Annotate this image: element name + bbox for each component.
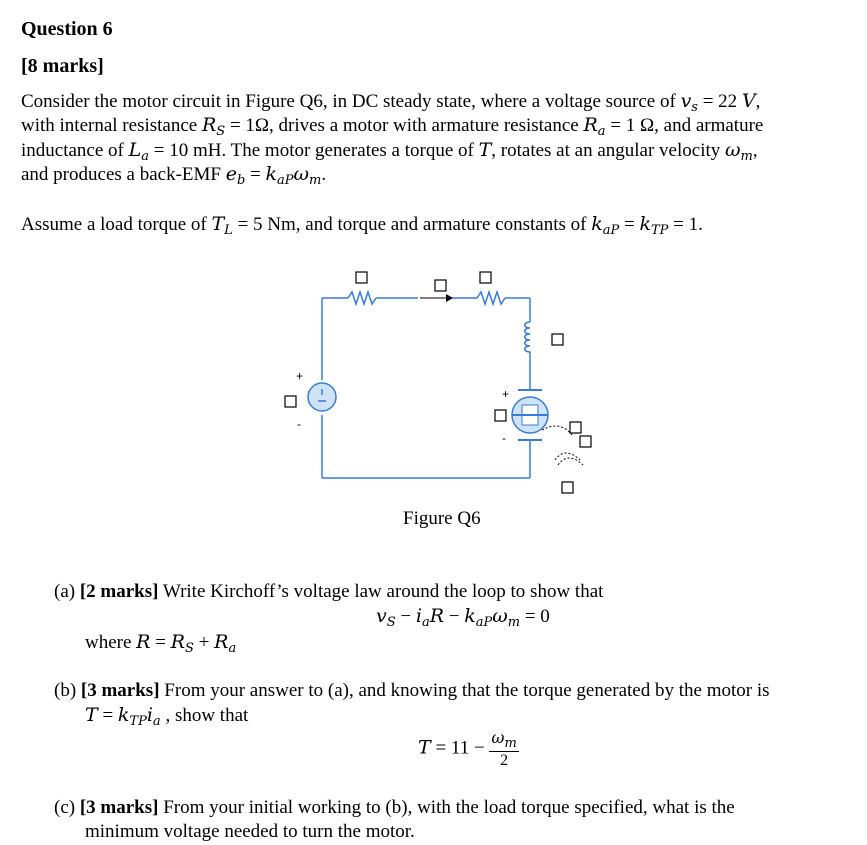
label-box-ra	[480, 272, 491, 283]
intro-line-3: inductance of $L_a = 10$ mH. The motor generates a torque of T, rotates at an angular velocity $\omega_m$,	[21, 139, 758, 164]
current-arrow-head	[446, 294, 453, 302]
eb-minus-sign: -	[502, 431, 506, 445]
eb-plus-sign: +	[502, 387, 510, 401]
resistor-ra	[477, 292, 505, 304]
part-a-line: (a) [2 marks] Write Kirchoff’s voltage law around the loop to show that	[54, 581, 604, 602]
intro-line-2: with internal resistance $R_S = 1\Omega$, drives a motor with armature resistance $R_a = 1$ Ω, and armature	[21, 114, 764, 139]
label-box-tl	[562, 482, 573, 493]
intro-line-1: Consider the motor circuit in Figure Q6, in DC steady state, where a voltage source of $v_s = 22$ V,	[21, 90, 761, 115]
inductor-la	[525, 322, 530, 358]
part-a-where: where $R = R_S + R_a$	[85, 631, 237, 656]
label-box-wm	[580, 436, 591, 447]
vs-plus-sign: +	[296, 369, 304, 383]
part-a-equation: $v_S - i_aR - k_{aP}\omega_m = 0$	[376, 605, 550, 630]
part-b-line-2: $T = k_{TP}i_a$ , show that	[85, 704, 249, 729]
figure-caption: Figure Q6	[403, 508, 481, 529]
vs-minus-sign: -	[297, 417, 301, 431]
label-box-ia	[435, 280, 446, 291]
assumption-line: Assume a load torque of $T_L = 5$ Nm, and torque and armature constants of $k_{aP} = k_{TP} = 1$.	[21, 213, 703, 238]
part-c-line-2: minimum voltage needed to turn the motor.	[85, 821, 415, 842]
resistor-rs	[348, 292, 376, 304]
rotation-arc-1	[542, 426, 572, 435]
circuit-diagram	[270, 260, 610, 510]
rotation-arc-2	[555, 453, 580, 460]
question-title: Question 6	[21, 18, 113, 40]
part-b-line: (b) [3 marks] From your answer to (a), and knowing that the torque generated by the motor is	[54, 680, 770, 701]
part-b-equation: T = 11 − $\frac{\omega_m}{2}$	[418, 728, 517, 769]
label-box-t	[570, 422, 581, 433]
label-box-la	[552, 334, 563, 345]
intro-line-4: and produces a back-EMF $e_b = k_{aP}\omega_m$.	[21, 163, 327, 188]
label-box-rs	[356, 272, 367, 283]
voltage-source-icon	[308, 383, 336, 411]
question-marks: [8 marks]	[21, 55, 104, 77]
part-c-line: (c) [3 marks] From your initial working to (b), with the load torque specified, what is the	[54, 797, 735, 818]
label-box-vs	[285, 396, 296, 407]
label-box-eb	[495, 410, 506, 421]
